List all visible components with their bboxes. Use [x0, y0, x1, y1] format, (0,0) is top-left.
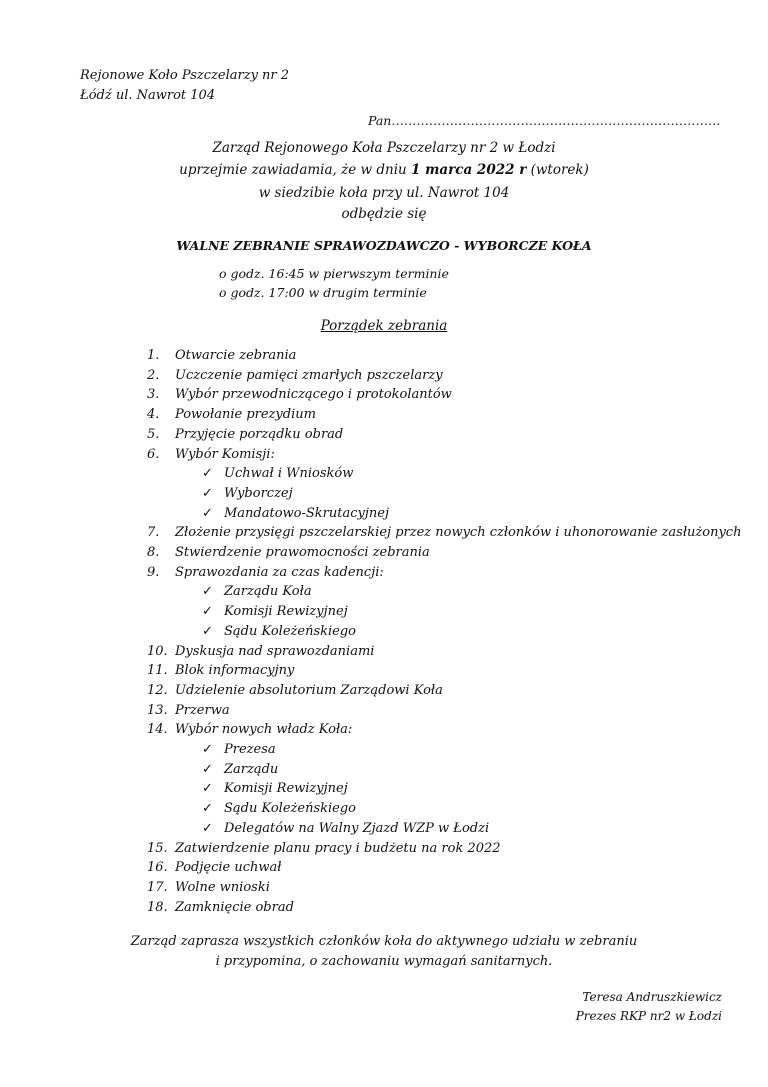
- agenda-item-number: 9.: [147, 565, 160, 580]
- agenda-item-number: 10.: [147, 644, 168, 659]
- agenda-item-number: 2.: [147, 368, 160, 383]
- agenda-item-text: Zamknięcie obrad: [175, 900, 294, 915]
- agenda-subitem-text: Delegatów na Walny Zjazd WZP w Łodzi: [224, 821, 490, 836]
- signature-name: Teresa Andruszkiewicz: [582, 990, 722, 1004]
- sender-address: Łódź ul. Nawrot 104: [80, 88, 216, 103]
- checkmark-icon: ✓: [202, 762, 213, 777]
- agenda-item-number: 18.: [147, 900, 168, 915]
- agenda-item-number: 7.: [147, 525, 160, 540]
- agenda-item-text: Zatwierdzenie planu pracy i budżetu na rok 2022: [175, 841, 501, 856]
- agenda-subitem-text: Komisji Rewizyjnej: [224, 781, 348, 796]
- checkmark-icon: ✓: [202, 506, 213, 521]
- agenda-item-text: Wybór przewodniczącego i protokolantów: [175, 387, 452, 402]
- announcement-line-2: [0, 162, 768, 178]
- agenda-item-text: Sprawozdania za czas kadencji:: [175, 565, 384, 580]
- agenda-item-text: Wybór nowych władz Koła:: [175, 722, 353, 737]
- agenda-item-number: 3.: [147, 387, 160, 402]
- agenda-subitem-text: Zarządu: [224, 762, 279, 777]
- time-first: o godz. 16:45 w pierwszym terminie: [219, 266, 449, 281]
- time-second: o godz. 17:00 w drugim terminie: [219, 285, 427, 300]
- agenda-heading: Porządek zebrania: [320, 318, 448, 334]
- agenda-item-number: 11.: [147, 663, 168, 678]
- agenda-item-number: 8.: [147, 545, 160, 560]
- agenda-subitem-text: Wyborczej: [224, 486, 293, 501]
- agenda-subitem-text: Uchwał i Wniosków: [224, 466, 354, 481]
- meeting-date: 1 marca 2022 r: [411, 162, 527, 178]
- agenda-item-text: Otwarcie zebrania: [175, 348, 297, 363]
- checkmark-icon: ✓: [202, 821, 213, 836]
- announcement-line-3: w siedzibie koła przy ul. Nawrot 104: [258, 185, 510, 201]
- closing-line-1: Zarząd zaprasza wszystkich członków koła do aktywnego udziału w zebraniu: [130, 934, 638, 949]
- agenda-item-text: Wybór Komisji:: [175, 447, 275, 462]
- agenda-item-number: 16.: [147, 860, 168, 875]
- announcement-line-4: odbędzie się: [341, 206, 427, 222]
- agenda-subitem-text: Sądu Koleżeńskiego: [224, 624, 356, 639]
- agenda-item-number: 14.: [147, 722, 168, 737]
- checkmark-icon: ✓: [202, 801, 213, 816]
- agenda-item-text: Przerwa: [175, 703, 230, 718]
- agenda-item-number: 13.: [147, 703, 168, 718]
- agenda-item-number: 17.: [147, 880, 168, 895]
- agenda-subitem-text: Zarządu Koła: [224, 584, 312, 599]
- agenda-item-number: 15.: [147, 841, 168, 856]
- agenda-item-text: Udzielenie absolutorium Zarządowi Koła: [175, 683, 443, 698]
- signature-role: Prezes RKP nr2 w Łodzi: [575, 1009, 722, 1023]
- sender-name: Rejonowe Koło Pszczelarzy nr 2: [80, 68, 290, 83]
- checkmark-icon: ✓: [202, 584, 213, 599]
- agenda-subitem-text: Komisji Rewizyjnej: [224, 604, 348, 619]
- recipient-line: Pan…………………………………………………………………….: [368, 113, 721, 128]
- agenda-item-text: Złożenie przysięgi pszczelarskiej przez nowych członków i uhonorowanie zasłużonych: [175, 525, 742, 540]
- checkmark-icon: ✓: [202, 486, 213, 501]
- checkmark-icon: ✓: [202, 624, 213, 639]
- agenda-subitem-text: Mandatowo-Skrutacyjnej: [224, 506, 390, 521]
- agenda-item-number: 6.: [147, 447, 160, 462]
- agenda-item-text: Dyskusja nad sprawozdaniami: [175, 644, 375, 659]
- agenda-item-number: 1.: [147, 348, 160, 363]
- agenda-item-text: Podjęcie uchwał: [175, 860, 282, 875]
- agenda-item-number: 12.: [147, 683, 168, 698]
- agenda-item-text: Wolne wnioski: [175, 880, 270, 895]
- agenda-item-text: Powołanie prezydium: [175, 407, 316, 422]
- checkmark-icon: ✓: [202, 742, 213, 757]
- agenda-item-text: Przyjęcie porządku obrad: [175, 427, 344, 442]
- agenda-item-text: Blok informacyjny: [175, 663, 295, 678]
- meeting-title: WALNE ZEBRANIE SPRAWOZDAWCZO - WYBORCZE KOŁA: [176, 238, 592, 253]
- announcement-intro: uprzejmie zawiadamia, że w dniu: [179, 162, 412, 178]
- checkmark-icon: ✓: [202, 781, 213, 796]
- announcement-line-1: Zarząd Rejonowego Koła Pszczelarzy nr 2 w Łodzi: [212, 140, 556, 156]
- agenda-item-number: 5.: [147, 427, 160, 442]
- checkmark-icon: ✓: [202, 604, 213, 619]
- closing-line-2: i przypomina, o zachowaniu wymagań sanitarnych.: [215, 954, 553, 969]
- meeting-weekday: (wtorek): [526, 162, 589, 178]
- agenda-item-text: Stwierdzenie prawomocności zebrania: [175, 545, 430, 560]
- agenda-item-number: 4.: [147, 407, 160, 422]
- agenda-item-text: Uczczenie pamięci zmarłych pszczelarzy: [175, 368, 443, 383]
- agenda-subitem-text: Sądu Koleżeńskiego: [224, 801, 356, 816]
- checkmark-icon: ✓: [202, 466, 213, 481]
- agenda-subitem-text: Prezesa: [224, 742, 276, 757]
